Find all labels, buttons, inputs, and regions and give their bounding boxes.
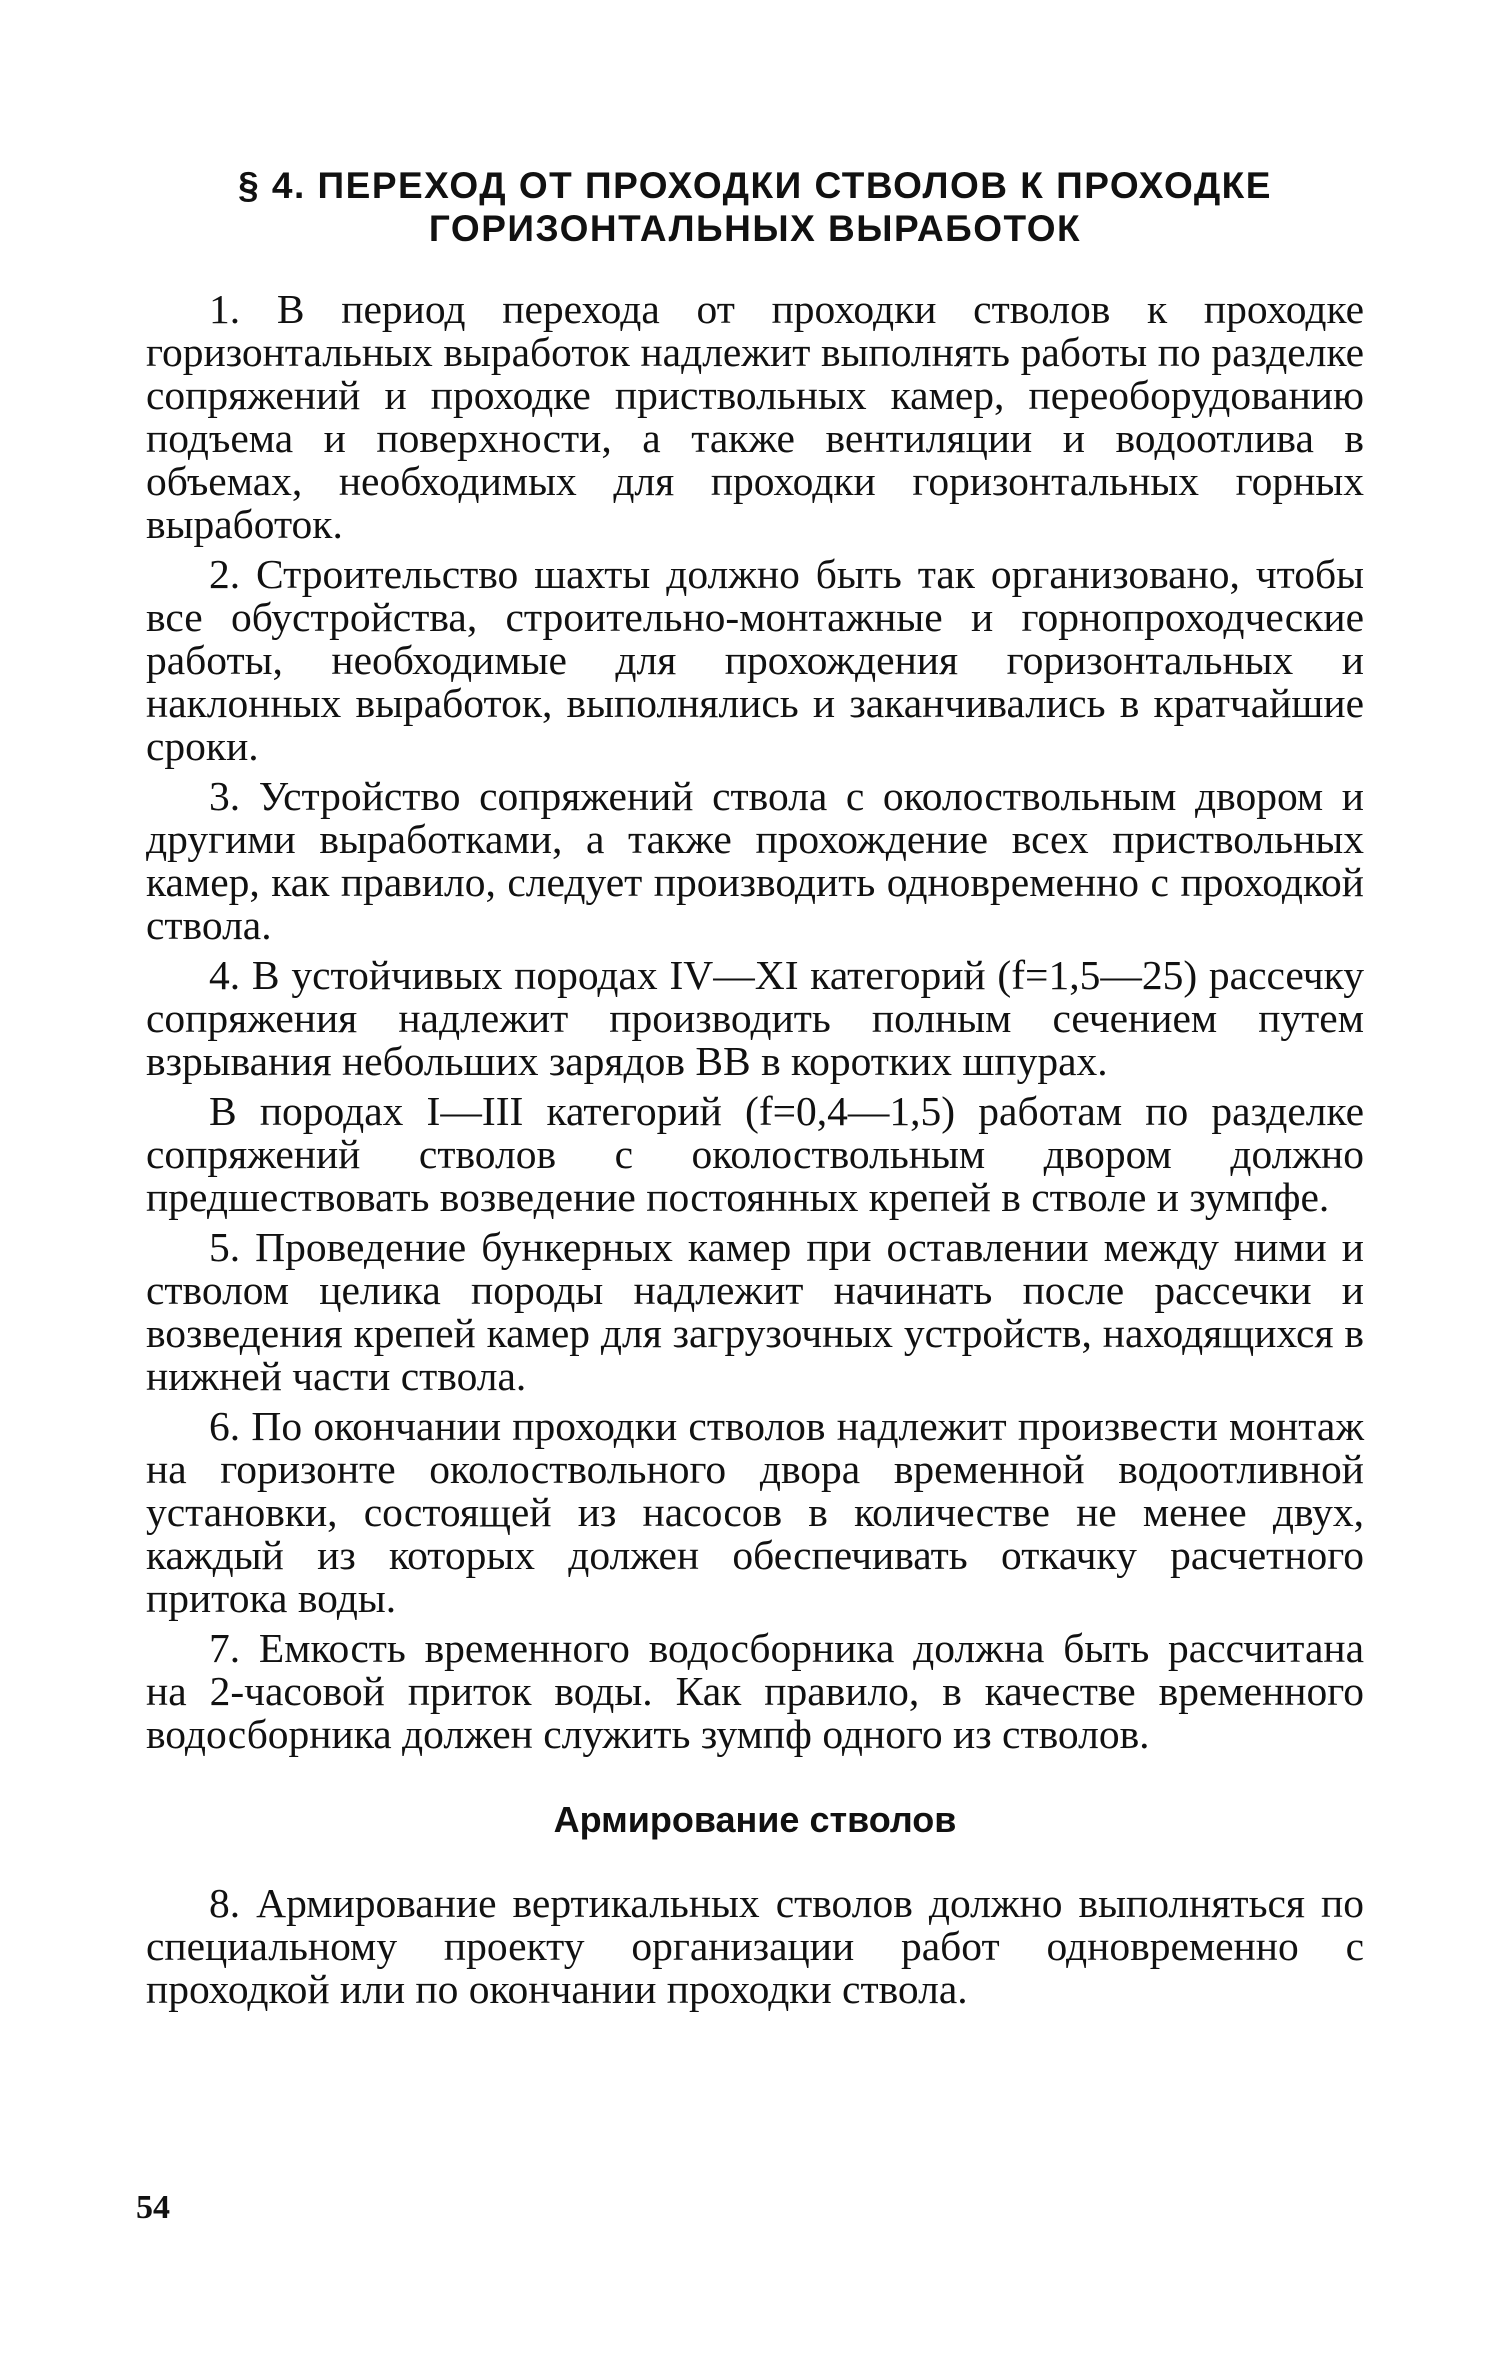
section-heading-line-1: § 4. ПЕРЕХОД ОТ ПРОХОДКИ СТВОЛОВ К ПРОХОДКЕ [238,165,1272,206]
paragraph-4: 4. В устойчивых породах IV—XI категорий (f=1,5—25) рассечку сопряжения надлежит производить полным сечением путем взрывания небольших зарядов ВВ в коротких шпурах. [146,952,1364,1084]
paragraph-3: 3. Устройство сопряжений ствола с околоствольным двором и другими выработками, а также прохождение всех приствольных камер, как правило, следует производить одновременно с проходкой ствола. [146,773,1364,948]
subsection-heading: Армирование стволов [553,1799,957,1840]
section-heading [146,164,1364,250]
paragraph-2: 2. Строительство шахты должно быть так организовано, чтобы все обустройства, строительно-монтажные и горнопроходческие работы, необходимые для прохождения горизонтальных и наклонных выработок, выполнялись и заканчивались в кратчайшие сроки. [146,551,1364,769]
paragraph-6: 6. По окончании проходки стволов надлежит произвести монтаж на горизонте околоствольного двора временной водоотливной установки, состоящей из насосов в количестве не менее двух, каждый из которых должен обеспечивать откачку расчетного притока воды. [146,1403,1364,1621]
section-heading-line-2: ГОРИЗОНТАЛЬНЫХ ВЫРАБОТОК [428,208,1082,249]
paragraph-4-continued: В породах I—III категорий (f=0,4—1,5) работам по разделке сопряжений стволов с околоствольным двором должно предшествовать возведение постоянных крепей в стволе и зумпфе. [146,1088,1364,1220]
paragraph-8: 8. Армирование вертикальных стволов должно выполняться по специальному проекту организации работ одновременно с проходкой или по окончании проходки ствола. [146,1880,1364,2012]
paragraph-5: 5. Проведение бункерных камер при оставлении между ними и стволом целика породы надлежит начинать после рассечки и возведения крепей камер для загрузочных устройств, находящихся в нижней части ствола. [146,1224,1364,1399]
page-number: 54 [136,2189,170,2226]
page-content [146,150,1364,2018]
paragraph-1: 1. В период перехода от проходки стволов к проходке горизонтальных выработок надлежит выполнять работы по разделке сопряжений и проходке приствольных камер, переоборудованию подъема и поверхности, а также вентиляции и водоотлива в объемах, необходимых для проходки горизонтальных горных выработок. [146,286,1364,547]
paragraph-7: 7. Емкость временного водосборника должна быть рассчитана на 2-часовой приток воды. Как правило, в качестве временного водосборника должен служить зумпф одного из стволов. [146,1625,1364,1757]
